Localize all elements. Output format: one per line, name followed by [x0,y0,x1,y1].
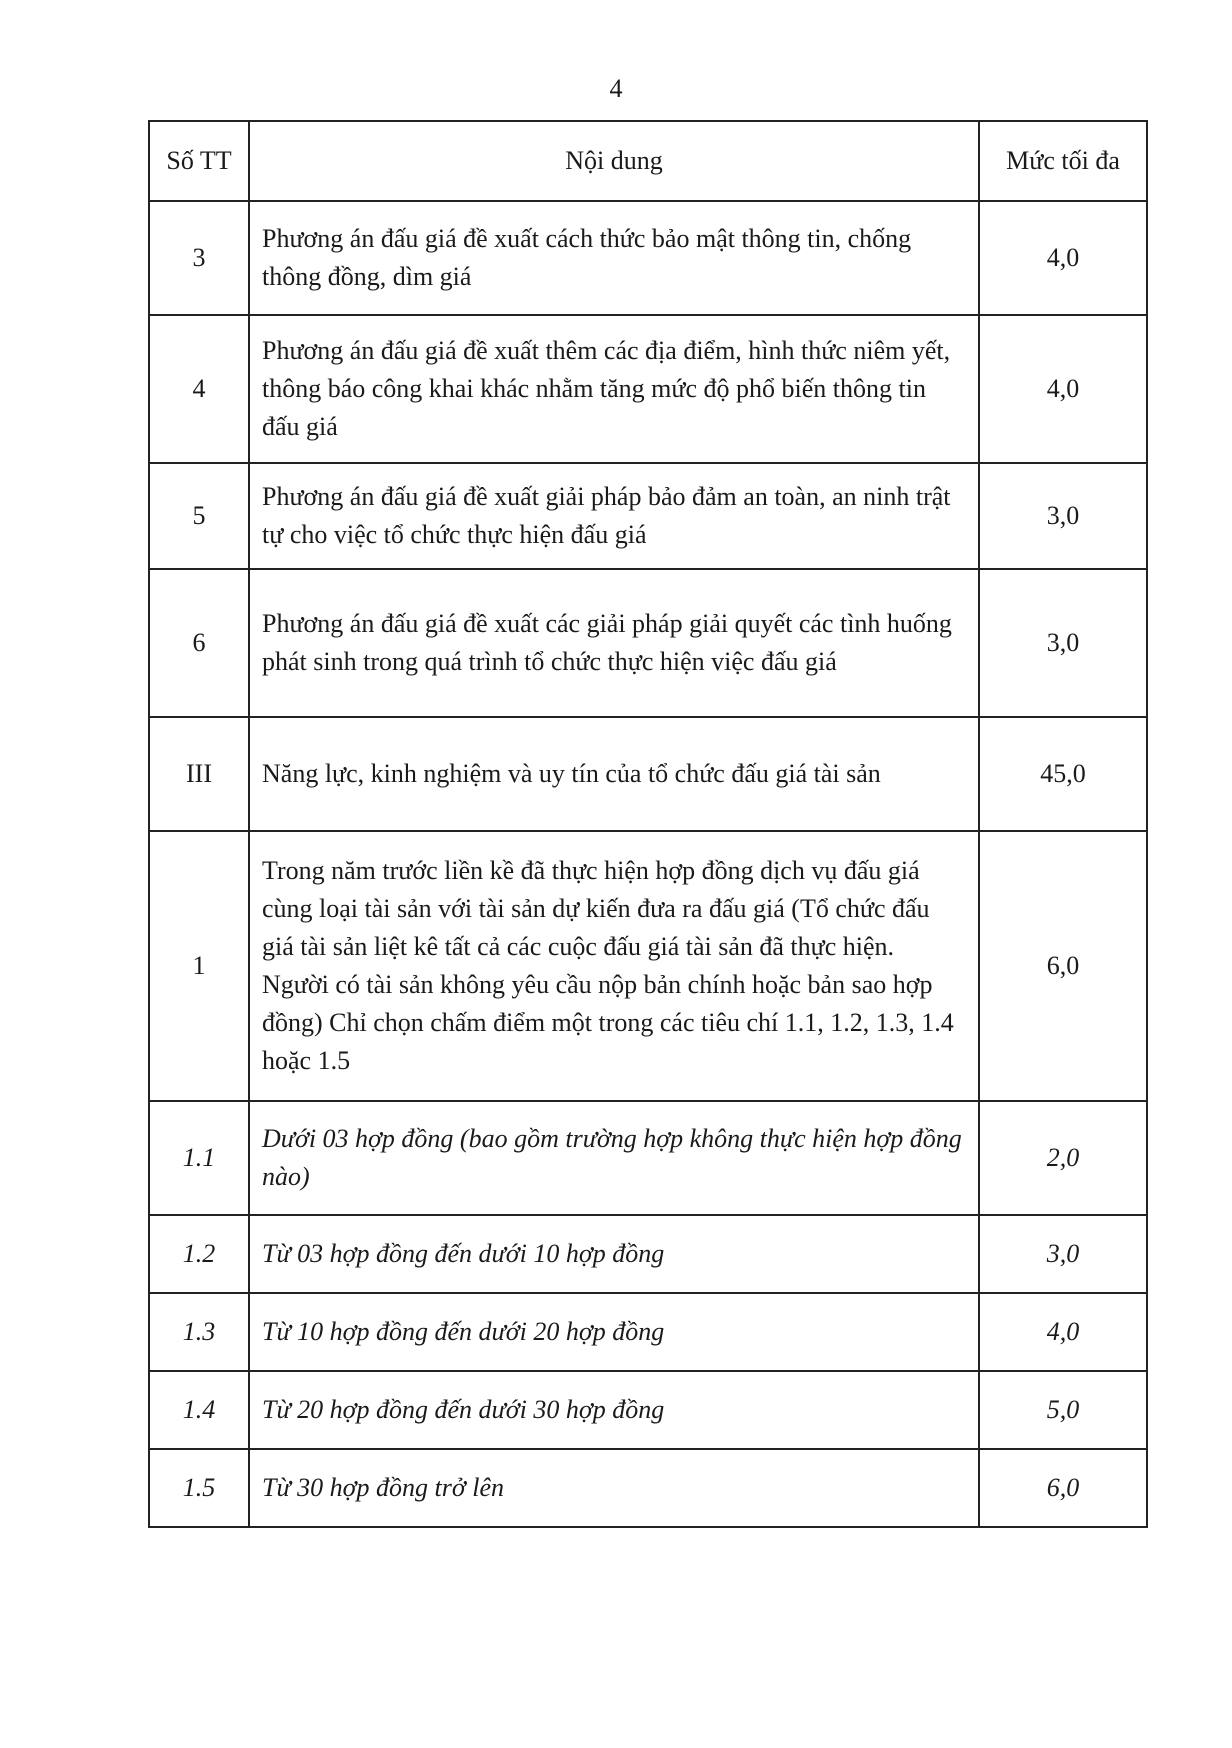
row-max: 3,0 [979,569,1147,717]
row-content: Trong năm trước liền kề đã thực hiện hợp đồng dịch vụ đấu giá cùng loại tài sản với tài sản dự kiến đưa ra đấu giá (Tổ chức đấu giá tài sản liệt kê tất cả các cuộc đấu giá tài sản đã thực hiện. Người có tài sản không yêu cầu nộp bản chính hoặc bản sao hợp đồng) Chỉ chọn chấm điểm một trong các tiêu chí 1.1, 1.2, 1.3, 1.4 hoặc 1.5 [249,831,979,1101]
row-stt: 1.1 [149,1101,249,1215]
row-content: Từ 20 hợp đồng đến dưới 30 hợp đồng [249,1371,979,1449]
row-max: 4,0 [979,201,1147,315]
table-row [149,831,1147,1101]
row-max: 5,0 [979,1371,1147,1449]
table-row [149,315,1147,463]
row-max: 4,0 [979,315,1147,463]
row-content: Phương án đấu giá đề xuất thêm các địa điểm, hình thức niêm yết, thông báo công khai khác nhằm tăng mức độ phổ biến thông tin đấu giá [249,315,979,463]
row-content: Từ 10 hợp đồng đến dưới 20 hợp đồng [249,1293,979,1371]
row-stt: 5 [149,463,249,569]
table-row [149,1101,1147,1215]
row-content: Phương án đấu giá đề xuất cách thức bảo mật thông tin, chống thông đồng, dìm giá [249,201,979,315]
row-stt: III [149,717,249,831]
table-row [149,1371,1147,1449]
table-row [149,201,1147,315]
table-row [149,1215,1147,1293]
row-max: 6,0 [979,1449,1147,1527]
row-stt: 1.5 [149,1449,249,1527]
table-row [149,569,1147,717]
page-number: 4 [609,74,623,103]
row-max: 2,0 [979,1101,1147,1215]
row-max: 4,0 [979,1293,1147,1371]
row-max: 3,0 [979,1215,1147,1293]
row-content: Dưới 03 hợp đồng (bao gồm trường hợp không thực hiện hợp đồng nào) [249,1101,979,1215]
table-header-row [149,121,1147,201]
table-row [149,463,1147,569]
row-content: Từ 30 hợp đồng trở lên [249,1449,979,1527]
header-content: Nội dung [249,121,979,201]
table-row [149,717,1147,831]
row-content: Năng lực, kinh nghiệm và uy tín của tổ chức đấu giá tài sản [249,717,979,831]
header-stt: Số TT [149,121,249,201]
row-stt: 3 [149,201,249,315]
row-max: 45,0 [979,717,1147,831]
row-stt: 1 [149,831,249,1101]
table-row [149,1293,1147,1371]
row-content: Phương án đấu giá đề xuất các giải pháp giải quyết các tình huống phát sinh trong quá trình tổ chức thực hiện việc đấu giá [249,569,979,717]
row-stt: 6 [149,569,249,717]
row-stt: 4 [149,315,249,463]
header-max: Mức tối đa [979,121,1147,201]
row-max: 3,0 [979,463,1147,569]
row-content: Phương án đấu giá đề xuất giải pháp bảo đảm an toàn, an ninh trật tự cho việc tổ chức thực hiện đấu giá [249,463,979,569]
row-max: 6,0 [979,831,1147,1101]
table-row [149,1449,1147,1527]
criteria-table [148,120,1148,1528]
row-content: Từ 03 hợp đồng đến dưới 10 hợp đồng [249,1215,979,1293]
row-stt: 1.4 [149,1371,249,1449]
row-stt: 1.3 [149,1293,249,1371]
row-stt: 1.2 [149,1215,249,1293]
